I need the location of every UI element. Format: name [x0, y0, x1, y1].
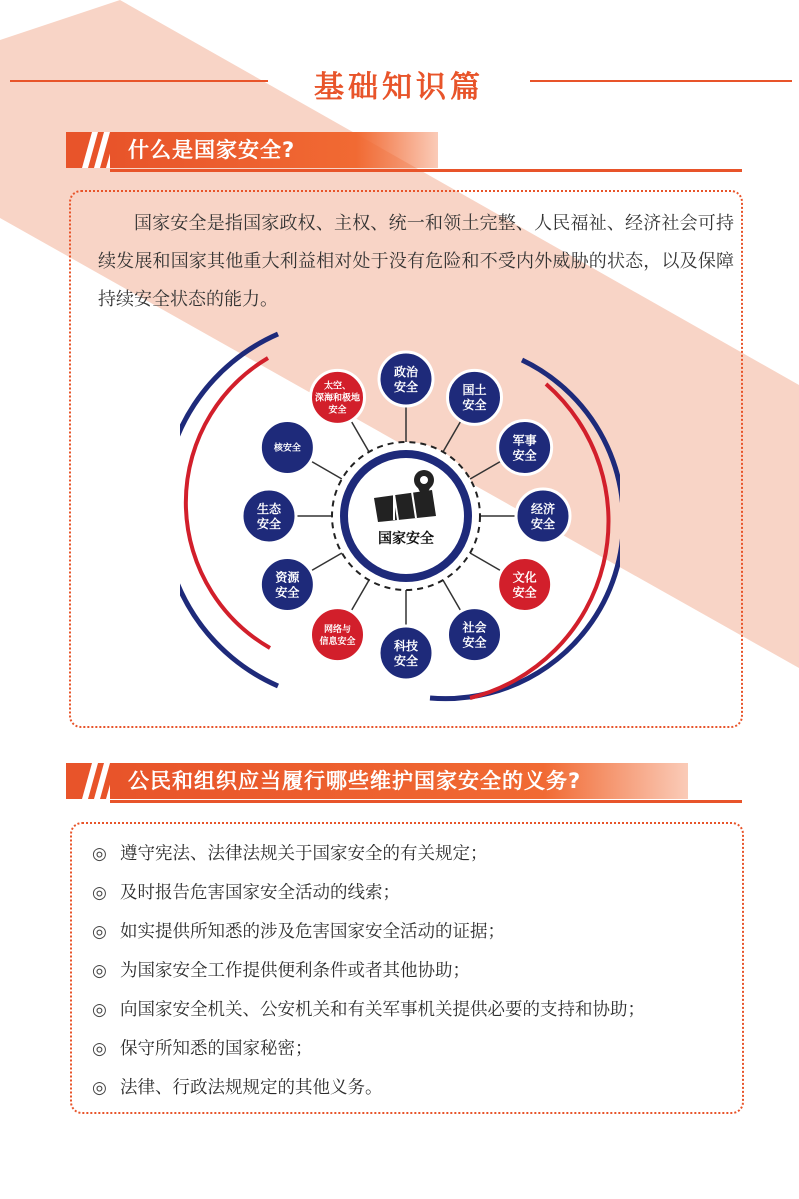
diagram-node-label: 科技 [393, 638, 419, 653]
diagram-node-label: 国土 [462, 383, 487, 398]
diagram-spoke [443, 421, 461, 452]
diagram-node [242, 489, 296, 543]
diagram-node-label: 安全 [530, 516, 556, 531]
diagram-node [498, 421, 552, 475]
section-heading-label: 公民和组织应当履行哪些维护国家安全的义务? [110, 763, 688, 799]
diagram-node [311, 370, 365, 424]
diagram-node-label: 安全 [462, 398, 487, 413]
duty-text: 及时报告危害国家安全活动的线索； [120, 883, 400, 903]
bullet-icon: ◎ [92, 1000, 107, 1020]
bullet-icon: ◎ [92, 1039, 107, 1059]
duty-text: 向国家安全机关、公安机关和有关军事机关提供必要的支持和协助； [120, 1000, 645, 1020]
diagram-node [260, 558, 314, 612]
diagram-node [448, 370, 502, 424]
diagram-node-label: 太空、 [323, 381, 352, 392]
diagram-node-label: 安全 [512, 585, 537, 600]
diagram-node-label: 安全 [512, 448, 537, 463]
section-heading-underline [110, 800, 742, 803]
duty-item [92, 952, 752, 991]
bullet-icon: ◎ [92, 844, 107, 864]
diagram-node-label: 深海和极地 [314, 393, 361, 404]
diagram-node-label: 安全 [256, 516, 282, 531]
duty-text: 遵守宪法、法律法规关于国家安全的有关规定； [120, 844, 488, 864]
diagram-node [311, 608, 365, 662]
duty-item [92, 835, 752, 874]
diagram-node [379, 352, 433, 406]
diagram-node-label: 安全 [328, 405, 347, 416]
diagram-spoke [443, 580, 461, 611]
bullet-icon: ◎ [92, 1078, 107, 1098]
duty-item [92, 913, 752, 952]
bullet-icon: ◎ [92, 883, 107, 903]
duties-list [92, 835, 752, 1108]
diagram-node-label: 军事 [512, 433, 537, 448]
diagram-spoke [351, 421, 369, 452]
diagram-spoke [311, 461, 342, 479]
diagram-spoke [351, 580, 369, 611]
duty-text: 如实提供所知悉的涉及危害国家安全活动的证据； [120, 922, 505, 942]
diagram-node [448, 608, 502, 662]
section-heading-label: 什么是国家安全? [110, 132, 438, 168]
section-heading-underline [110, 169, 742, 172]
diagram-node-label: 安全 [393, 653, 419, 668]
diagram-node-label: 资源 [275, 570, 300, 585]
diagram-node-label: 经济 [530, 501, 556, 516]
header-rule-right [530, 80, 792, 82]
diagram-spoke [470, 553, 501, 571]
duty-item [92, 874, 752, 913]
national-security-diagram [180, 330, 620, 710]
center-label: 国家安全 [378, 531, 434, 547]
diagram-node-label: 政治 [393, 364, 419, 379]
bullet-icon: ◎ [92, 922, 107, 942]
diagram-node-label: 社会 [462, 620, 487, 635]
diagram-node [260, 421, 314, 475]
diagram-spoke [470, 461, 501, 479]
diagram-node [516, 489, 570, 543]
duty-text: 保守所知悉的国家秘密； [120, 1039, 313, 1059]
diagram-node-label: 核安全 [273, 443, 301, 454]
duty-item [92, 1030, 752, 1069]
diagram-node-label: 信息安全 [319, 636, 356, 647]
duty-item [92, 1069, 752, 1108]
bullet-icon: ◎ [92, 961, 107, 981]
diagram-node-label: 文化 [512, 570, 537, 585]
page-title: 基础知识篇 [314, 70, 484, 105]
diagram-spoke [311, 553, 342, 571]
diagram-node-label: 安全 [393, 379, 419, 394]
diagram-node-label: 生态 [256, 501, 282, 516]
diagram-node-label: 安全 [462, 635, 487, 650]
page-header [0, 58, 799, 106]
diagram-node [498, 558, 552, 612]
diagram-node-label: 网络与 [323, 624, 352, 635]
duty-text: 为国家安全工作提供便利条件或者其他协助； [120, 961, 470, 981]
duty-text: 法律、行政法规规定的其他义务。 [120, 1078, 383, 1098]
diagram-node-label: 安全 [275, 585, 300, 600]
header-rule-left [10, 80, 268, 82]
definition-text: 国家安全是指国家政权、主权、统一和领土完整、人民福祉、经济社会可持续发展和国家其他重大利益相对处于没有危险和不受内外威胁的状态，以及保障持续安全状态的能力。 [98, 213, 734, 310]
duty-item [92, 991, 752, 1030]
diagram-node [379, 626, 433, 680]
